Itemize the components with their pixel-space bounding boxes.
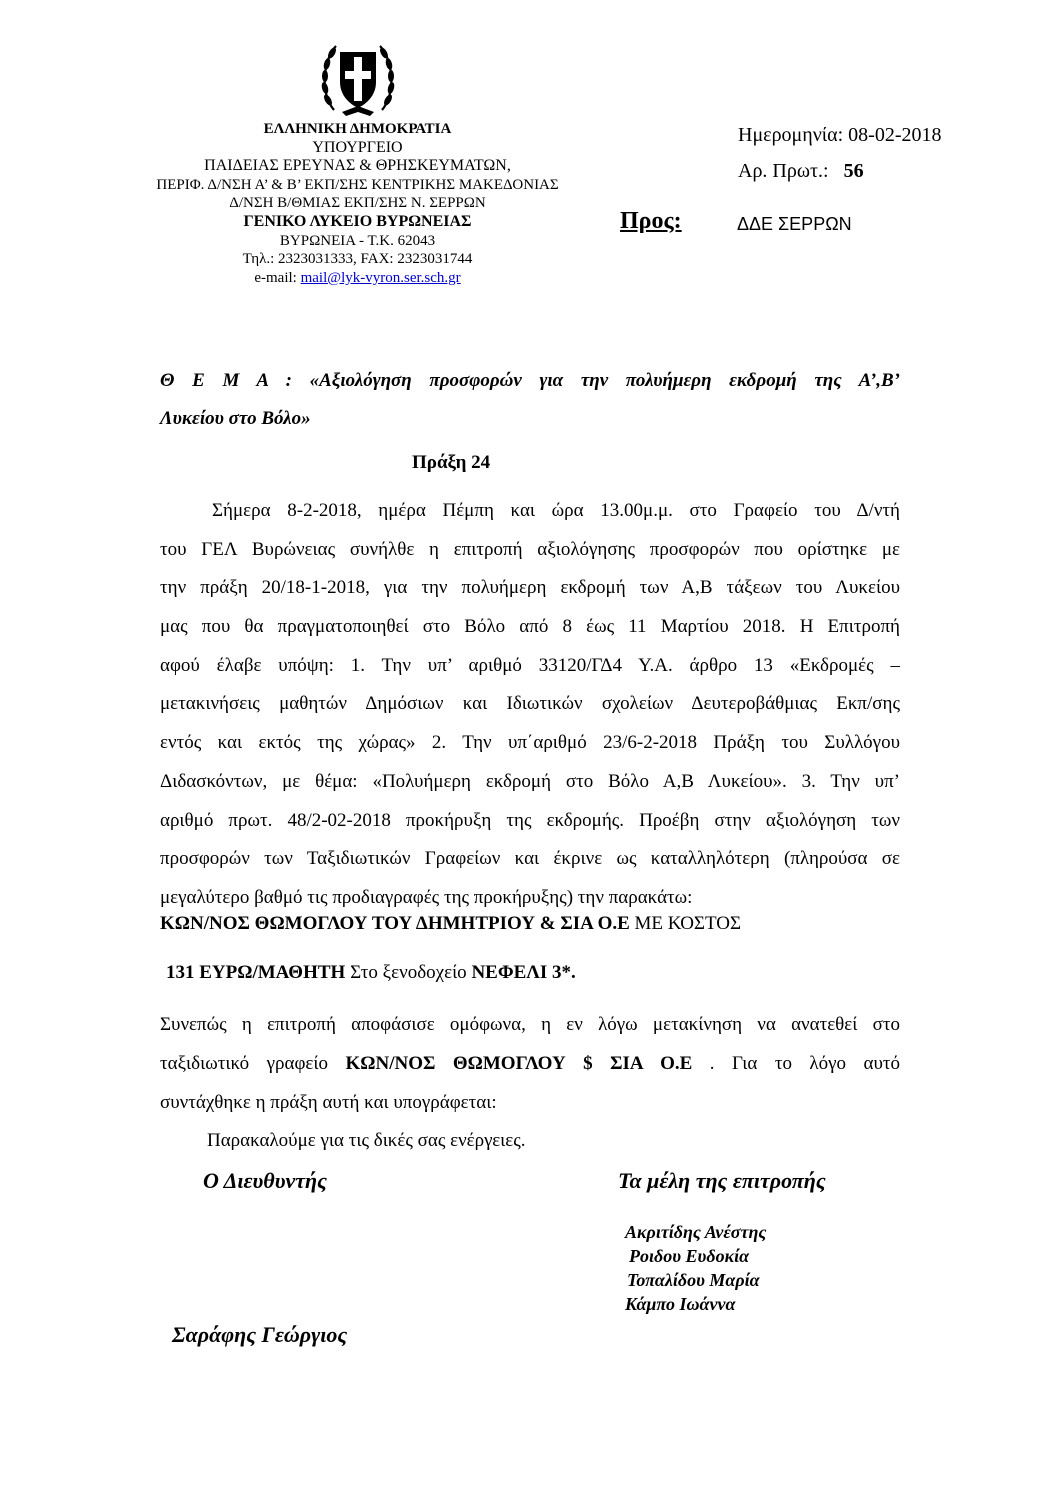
header-school: ΓΕΝΙΚΟ ΛΥΚΕΙΟ ΒΥΡΩΝΕΙΑΣ [243,212,472,230]
body-line: μεγαλύτερο βαθμό τις προδιαγραφές της προκήρυξης) την παρακάτω: [160,886,693,908]
cost-label: ΜΕ ΚΟΣΤΟΣ [629,913,742,934]
body-line: αριθμό πρωτ. 48/2-02-2018 προκήρυξη της εκδρομής. Προέβη στην αξιολόγηση των [160,809,900,831]
winner-company: ΚΩΝ/ΝΟΣ ΘΩΜΟΓΛΟΥ ΤΟΥ ΔΗΜΗΤΡΙΟΥ & ΣΙΑ Ο.Ε [160,913,630,934]
header-email-line [130,269,585,288]
subject [160,362,900,438]
sender-header [130,120,585,287]
director-title: Ο Διευθυντής [203,1168,327,1193]
body-line: μας που θα πραγματοποιηθεί στο Βόλο από 8 έως 11 Μαρτίου 2018. Η Επιτροπή [160,616,900,638]
email-link[interactable]: mail@lyk-vyron.ser.sch.gr [300,269,461,286]
conclusion-line [160,1044,900,1083]
committee-member: Ακριτίδης Ανέστης [625,1222,767,1242]
committee-member: Τοπαλίδου Μαρία [627,1270,760,1290]
body-paragraph [160,492,900,918]
committee-title: Τα μέλη της επιτροπής [618,1168,826,1193]
conclusion-paragraph [160,1005,900,1122]
hotel-text: Στο ξενοδοχείο [345,962,472,983]
conclusion-line: Συνεπώς η επιτροπή αποφάσισε ομόφωνα, η εν λόγω μετακίνηση να ανατεθεί στο [160,1014,900,1035]
winner-price: 131 ΕΥΡΩ/ΜΑΘΗΤΗ [166,962,346,983]
recipient-value: ΔΔΕ ΣΕΡΡΩΝ [737,214,852,234]
winner-company-line [160,913,741,935]
header-ministry: ΥΠΟΥΡΓΕΙΟ [312,138,403,156]
body-line: μετακινήσεις μαθητών Δημόσιων και Ιδιωτικών σχολείων Δευτεροβάθμιας Εκπ/σης [160,693,900,715]
protocol-label: Αρ. Πρωτ.: [738,160,829,182]
director-name: Σαράφης Γεώργιος [172,1322,348,1347]
closing-line: Παρακαλούμε για τις δικές σας ενέργειες. [207,1130,526,1151]
document-date: Ημερομηνία: 08-02-2018 [738,124,942,146]
conclusion-company: ΚΩΝ/ΝΟΣ ΘΩΜΟΓΛΟΥ $ ΣΙΑ Ο.Ε [345,1053,693,1074]
header-republic: ΕΛΛΗΝΙΚΗ ΔΗΜΟΚΡΑΤΙΑ [263,121,452,137]
conclusion-line: συντάχθηκε η πράξη αυτή και υπογράφεται: [160,1092,497,1113]
body-line: του ΓΕΛ Βυρώνειας συνήλθε η επιτροπή αξιολόγησης προσφορών που ορίστηκε με [160,538,900,560]
email-label: e-mail: [254,269,297,286]
protocol-number: 56 [843,160,864,182]
body-line: αφού έλαβε υπόψη: 1. Την υπ’ αριθμό 33120/ΓΔ4 Υ.Α. άρθρο 13 «Εκδρομές – [160,654,900,676]
body-line: εντός και εκτός της χώρας» 2. Την υπ΄αριθμό 23/6-2-2018 Πράξη του Συλλόγου [160,732,900,754]
header-address: ΒΥΡΩΝΕΙΑ - Τ.Κ. 62043 [279,232,436,249]
committee-members [625,1220,766,1316]
committee-member: Ροιδου Ευδοκία [629,1246,750,1266]
header-regional-directorate: ΠΕΡΙΦ. Δ/ΝΣΗ Α’ & Β’ ΕΚΠ/ΣΗΣ ΚΕΝΤΡΙΚΗΣ ΜΑΚΕΔΟΝΙΑΣ [156,176,559,193]
body-line: προσφορών των Ταξιδιωτικών Γραφείων και έκρινε ως καταλληλότερη (πληρούσα σε [160,848,900,870]
conclusion-text: ταξιδιωτικό γραφείο [160,1053,346,1074]
greek-emblem-icon [320,40,396,120]
hotel-name: ΝΕΦΕΛΙ 3*. [471,962,576,983]
committee-member: Κάμπο Ιωάννα [625,1294,736,1314]
body-line: Σήμερα 8-2-2018, ημέρα Πέμπη και ώρα 13.00μ.μ. στο Γραφείο του Δ/ντή [212,500,900,521]
recipient-label: Προς: [620,208,682,234]
header-phone: Τηλ.: 2323031333, FAX: 2323031744 [242,251,473,268]
subject-line-1: Θ Ε Μ Α : «Αξιολόγηση προσφορών για την πολυήμερη εκδρομή της Α’,Β’ [160,370,900,391]
body-line: Διδασκόντων, με θέμα: «Πολυήμερη εκδρομή στο Βόλο Α,Β Λυκείου». 3. Την υπ’ [160,770,900,792]
body-line: την πράξη 20/18-1-2018, για την πολυήμερη εκδρομή των Α,Β τάξεων του Λυκείου [160,577,900,599]
act-title: Πράξη 24 [412,452,491,473]
header-ministry-name: ΠΑΙΔΕΙΑΣ ΕΡΕΥΝΑΣ & ΘΡΗΣΚΕΥΜΑΤΩΝ, [204,157,511,175]
header-directorate: Δ/ΝΣΗ Β/ΘΜΙΑΣ ΕΚΠ/ΣΗΣ Ν. ΣΕΡΡΩΝ [229,195,486,212]
subject-line-2: Λυκείου στο Βόλο» [160,408,311,429]
winner-price-line [166,962,576,984]
protocol-number-line [738,160,864,183]
conclusion-text: . Για το λόγο αυτό [692,1053,900,1074]
